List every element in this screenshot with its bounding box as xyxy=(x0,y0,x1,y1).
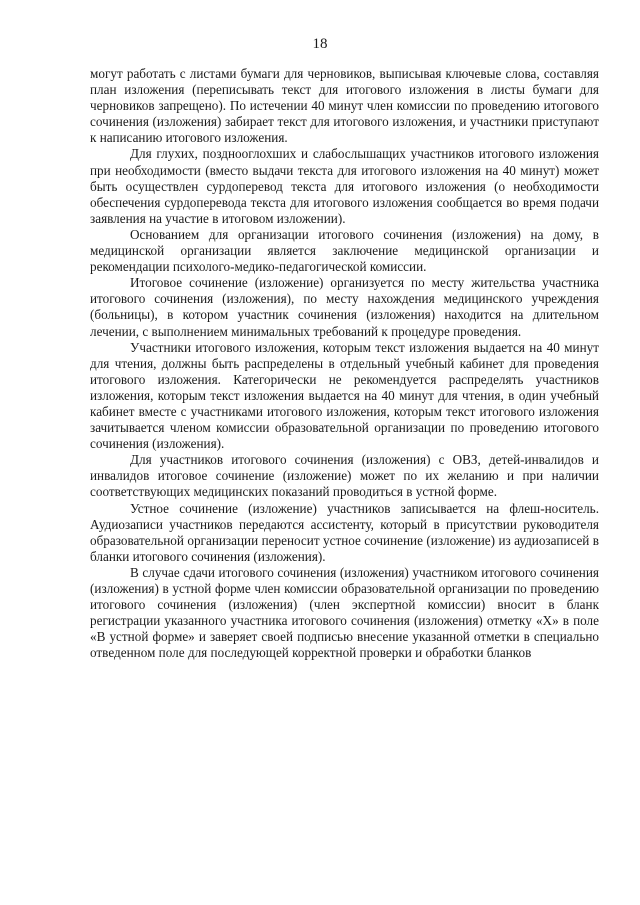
paragraph-audio-recording: Устное сочинение (изложение) участников записывается на флеш-носитель. Аудиозаписи участников передаются ассистенту, который в присутствии руководителя образовательной организации переносит устное сочинение (изложение) из аудиозаписей в бланки итогового сочинения (изложения). xyxy=(90,500,599,564)
paragraph-deaf-participants: Для глухих, позднооглохших и слабослышащих участников итогового изложения при необходимости (вместо выдачи текста для итогового изложения на 40 минут) может быть осуществлен сурдоперевод текста для итогового изложения (о необходимости обеспечения сурдоперевода текста для итогового изложения сообщается во время подачи заявления на участие в итоговом изложении). xyxy=(90,146,599,226)
document-body xyxy=(90,66,599,661)
paragraph-home-organization: Основанием для организации итогового сочинения (изложения) на дому, в медицинской организации является заключение медицинской организации и рекомендации психолого-медико-педагогической комиссии. xyxy=(90,226,599,275)
paragraph-continuation: могут работать с листами бумаги для черновиков, выписывая ключевые слова, составляя план изложения (переписывать текст для итогового изложения в листы бумаги для черновиков запрещено). По истечении 40 минут член комиссии по проведению итогового сочинения (изложения) забирает текст для итогового изложения, и участники приступают к написанию итогового изложения. xyxy=(90,66,599,146)
paragraph-oral-mark: В случае сдачи итогового сочинения (изложения) участником итогового сочинения (изложения) в устной форме член комиссии образовательной организации по проведению итогового сочинения (изложения) (член экспертной комиссии) вносит в бланк регистрации указанного участника итогового сочинения (изложения) отметку «Х» в поле «В устной форме» и заверяет своей подписью внесение указанной отметки в специально отведенном поле для последующей корректной проверки и обработки бланков xyxy=(90,564,599,661)
paragraph-place-of-essay: Итоговое сочинение (изложение) организуется по месту жительства участника итогового сочинения (изложения), по месту нахождения медицинского учреждения (больницы), в котором участник сочинения (изложения) находится на длительном лечении, с выполнением минимальных требований к процедуре проведения. xyxy=(90,275,599,339)
page-number: 18 xyxy=(312,36,328,52)
paragraph-separate-classroom: Участники итогового изложения, которым текст изложения выдается на 40 минут для чтения, должны быть распределены в отдельный учебный кабинет для проведения итогового изложения. Категорически не рекомендуется распределять участников изложения, которым текст изложения выдается на 40 минут для чтения, в один учебный кабинет вместе с участниками итогового изложения, которым текст итогового изложения зачитывается членом комиссии образовательной организации по проведению итогового сочинения (изложения). xyxy=(90,339,599,452)
paragraph-oral-form: Для участников итогового сочинения (изложения) с ОВЗ, детей-инвалидов и инвалидов итоговое сочинение (изложение) может по их желанию и при наличии соответствующих медицинских показаний проводиться в устной форме. xyxy=(90,452,599,500)
